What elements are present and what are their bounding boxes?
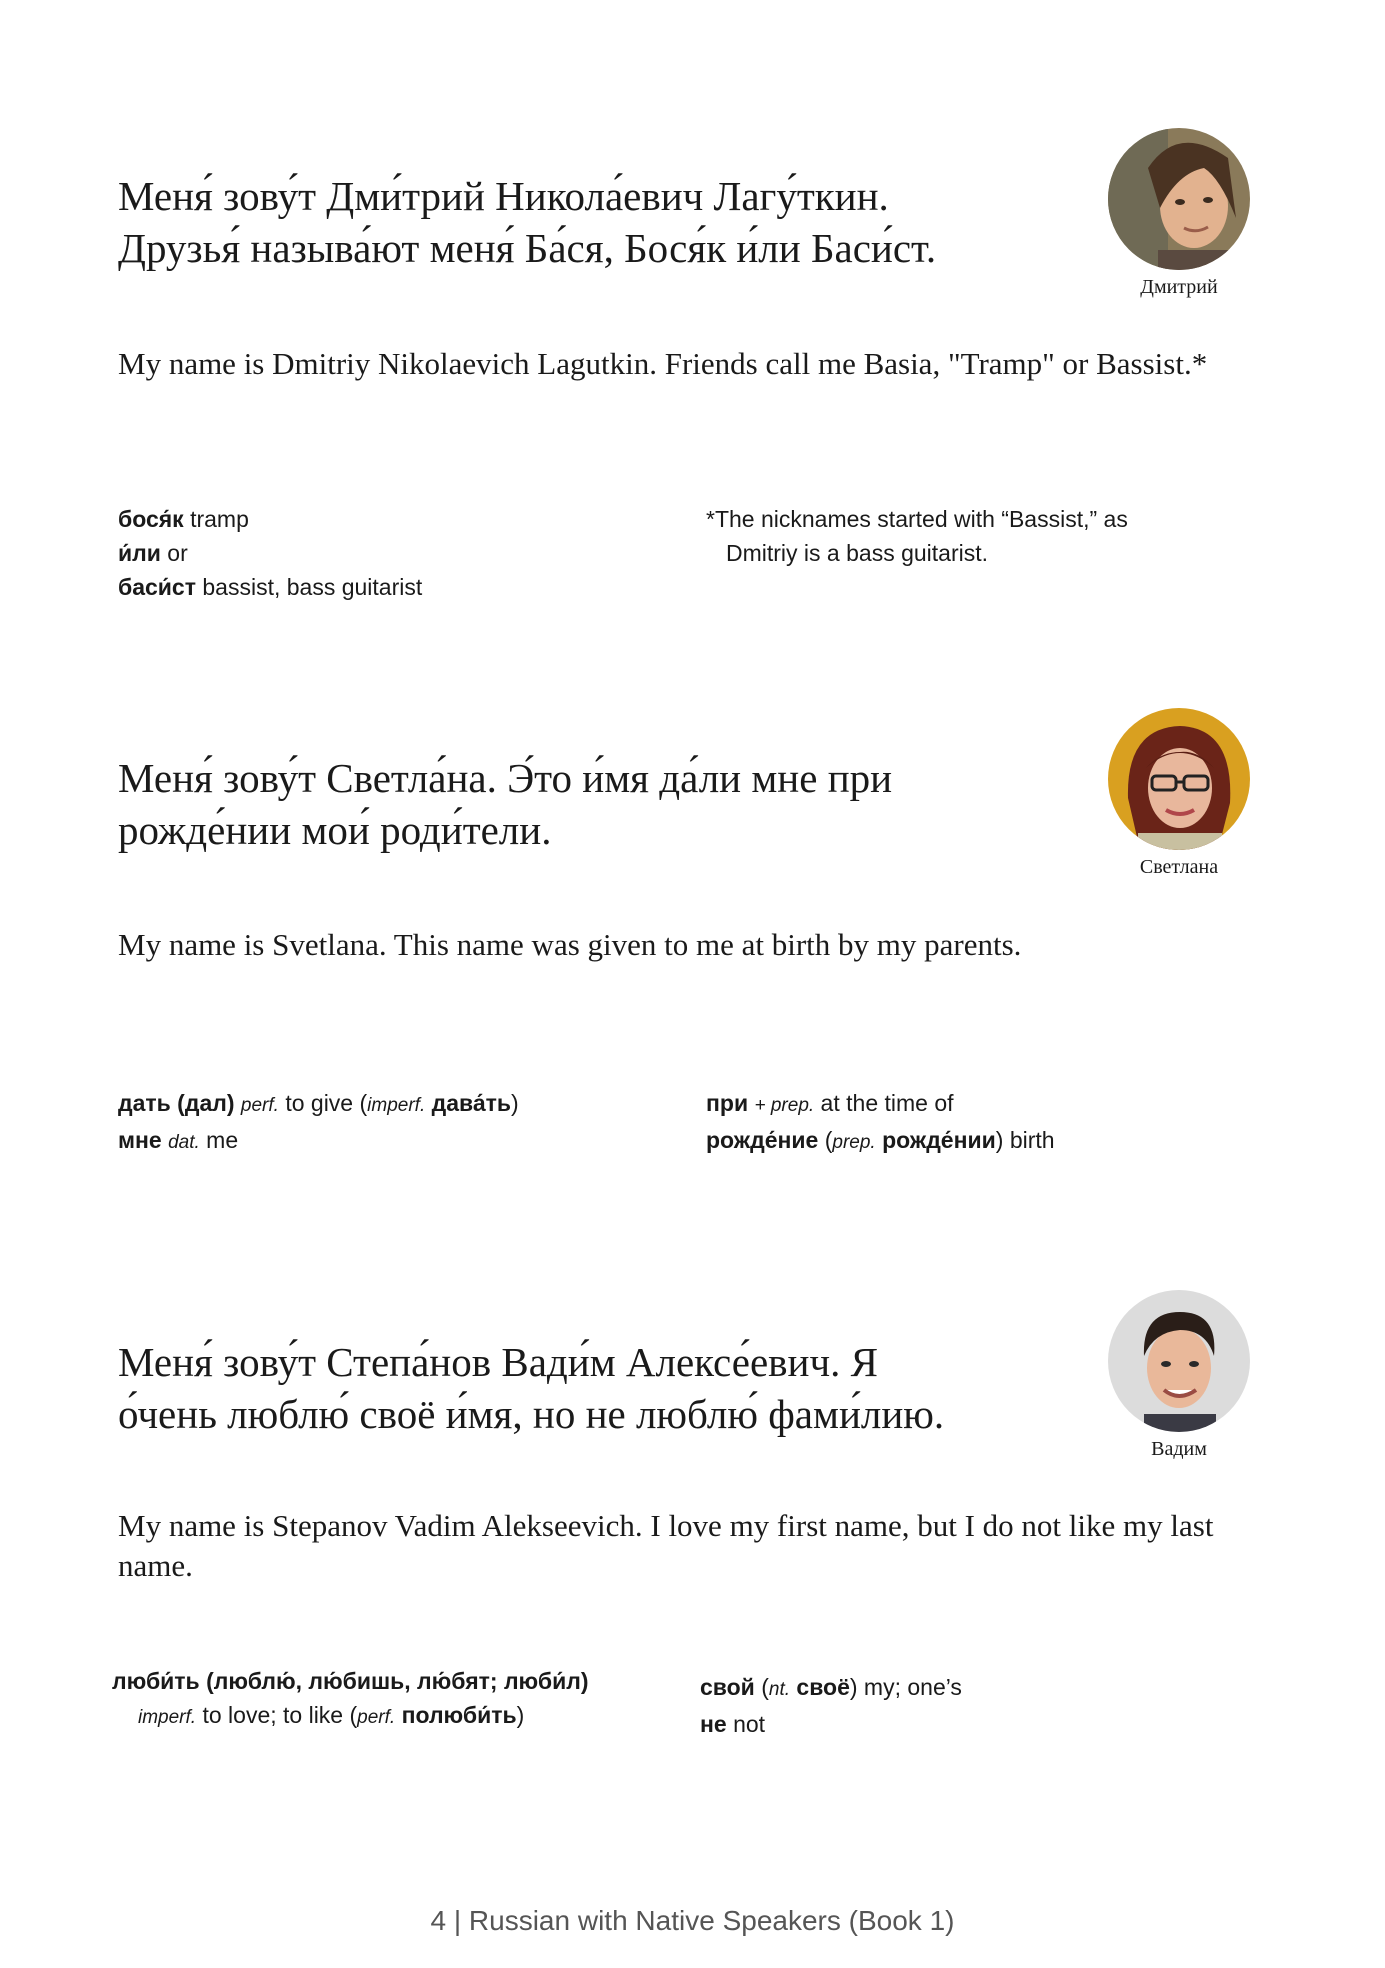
caption-vadim: Вадим — [1151, 1438, 1207, 1460]
section1-footnote — [706, 502, 1128, 570]
vocab-item: imperf. to love; to like (perf. полюби́ть) — [138, 1702, 525, 1728]
section2-ru-line1: Меня́ зову́т Светла́на. Э́то и́мя да́ли мне при — [118, 755, 893, 801]
vocab-item: дать (дал) perf. to give (imperf. дава́ть) — [118, 1090, 519, 1116]
footnote-line1: *The nicknames started with “Bassist,” as — [706, 506, 1128, 532]
vocab-item: и́ли or — [118, 540, 188, 566]
section2-russian-text — [118, 752, 1098, 856]
vocab-item: люби́ть (люблю́, лю́бишь, лю́бят; люби́л) — [112, 1668, 589, 1694]
footnote-line2: Dmitriy is a bass guitarist. — [726, 540, 989, 566]
section3-vocab-left — [112, 1664, 589, 1735]
page-footer: 4 | Russian with Native Speakers (Book 1) — [430, 1905, 955, 1936]
section3-ru-line1: Меня́ зову́т Степа́нов Вади́м Алексе́евич. Я — [118, 1339, 878, 1385]
vocab-item: бося́к tramp — [118, 506, 249, 532]
section1-ru-line2: Друзья́ называ́ют меня́ Ба́ся, Бося́к и́ли Баси́ст. — [118, 225, 937, 271]
vocab-item: баси́ст bassist, bass guitarist — [118, 574, 423, 600]
section1-vocab-list — [118, 502, 422, 604]
vocab-item: свой (nt. своё) my; one’s — [700, 1674, 962, 1700]
vocab-item: рожде́ние (prep. рожде́нии) birth — [706, 1127, 1055, 1153]
section3-english-translation: My name is Stepanov Vadim Alekseevich. I love my first name, but I do not like my last name. — [118, 1508, 1214, 1583]
section2-vocab-right — [706, 1086, 1055, 1160]
photo-dmitriy — [1108, 128, 1250, 270]
section3-ru-line2: о́чень люблю́ своё и́мя, но не люблю́ фами́лию. — [118, 1391, 945, 1437]
section1-ru-line1: Меня́ зову́т Дми́трий Никола́евич Лагу́ткин. — [118, 173, 889, 219]
section2-vocab-left — [118, 1086, 519, 1160]
section3-vocab-right — [700, 1670, 962, 1741]
vocab-item: не not — [700, 1711, 766, 1737]
section2-ru-line2: рожде́нии мои́ роди́тели. — [118, 807, 552, 853]
photo-vadim — [1108, 1290, 1250, 1432]
caption-dmitriy: Дмитрий — [1140, 276, 1218, 298]
section2-english-translation: My name is Svetlana. This name was given to me at birth by my parents. — [118, 927, 1022, 962]
caption-svetlana: Светлана — [1139, 856, 1219, 878]
section3-russian-text — [118, 1336, 1098, 1440]
section1-english-translation: My name is Dmitriy Nikolaevich Lagutkin. Friends call me Basia, "Tramp" or Bassist.* — [118, 346, 1208, 381]
vocab-item: при + prep. at the time of — [706, 1090, 954, 1116]
vocab-item: мне dat. me — [118, 1127, 239, 1153]
photo-svetlana — [1108, 708, 1250, 850]
section1-russian-text — [118, 170, 1098, 274]
